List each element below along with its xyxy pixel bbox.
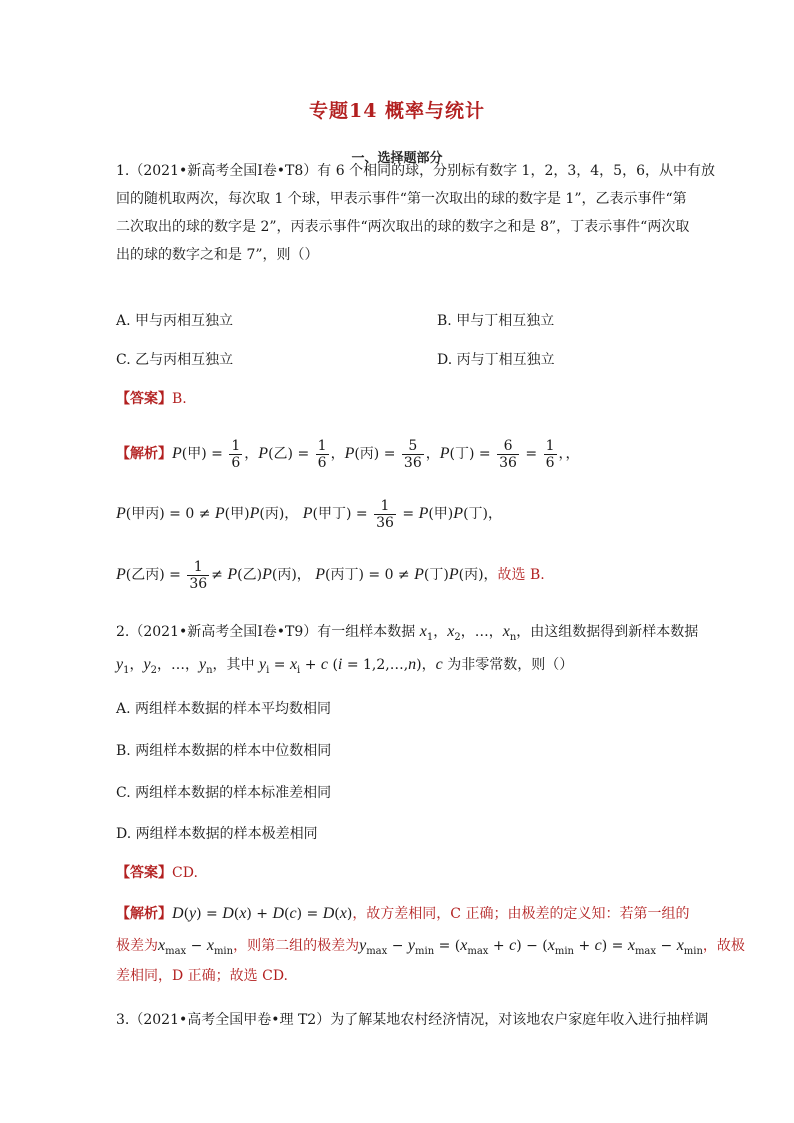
q1-option-d: D. 丙与丁相互独立 xyxy=(437,352,555,368)
q3-line-1: 3.（2021•高考全国甲卷•理 T2）为了解某地农村经济情况，对该地农户家庭年收入进行抽样调 xyxy=(116,1012,709,1028)
q2-option-b: B. 两组样本数据的样本中位数相同 xyxy=(116,743,332,759)
q2-option-c: C. 两组样本数据的样本标准差相同 xyxy=(116,785,332,801)
q1-analysis-line-2: P(甲丙) = 0 ≠ P(甲)P(丙)， P(甲丁) = $\frac{1}{36}$ = P(甲)P(丁)， xyxy=(116,497,502,531)
answer-tag: 【答案】 xyxy=(116,391,172,407)
q1-analysis-line-3: P(乙丙) = $\frac{1}{36}$ ≠ P(乙)P(丙)， P(丙丁) = 0 ≠ P(丁)P(丙)，故选 B. xyxy=(116,558,545,592)
q1-analysis-line-1: 【解析】P(甲) = $\frac{1}{6}$ ，P(乙) = $\frac{1}{6}$ ，P(丙) = $\frac{5}{36}$ ，P(丁) = $\frac{6}{36}$ = $\frac{1}{6}$ ，， xyxy=(116,437,580,471)
q1-conclusion: 故选 B. xyxy=(497,567,545,583)
q2-option-a: A. 两组样本数据的样本平均数相同 xyxy=(116,701,332,717)
q1-line-4: 出的球的数字之和是 7”，则（） xyxy=(116,247,319,263)
q1-option-b: B. 甲与丁相互独立 xyxy=(437,313,555,329)
page-title: 专题14 概率与统计 xyxy=(308,100,486,122)
q2-line-2: $y_1$，$y_2$，…，$y_n$，其中 $y_i = x_i + c$ (i = 1,2,…,n)，c 为非零常数，则（） xyxy=(116,656,574,676)
q1-answer xyxy=(116,389,686,409)
q1-line-3: 二次取出的球的数字是 2”，丙表示事件“两次取出的球的数字之和是 8”，丁表示事件“两次取 xyxy=(116,219,690,235)
q2-answer: 【答案】CD. xyxy=(116,865,198,881)
q1-option-a: A. 甲与丙相互独立 xyxy=(116,313,234,329)
q2-analysis-line-1: 【解析】D(y) = D(x) + D(c) = D(x)，故方差相同，C 正确；由极差的定义知：若第一组的 xyxy=(116,905,690,922)
answer-value: B. xyxy=(172,391,187,407)
q2-analysis-line-3: 差相同，D 正确；故选 CD. xyxy=(116,968,289,984)
analysis-tag: 【解析】 xyxy=(116,446,172,462)
q2-line-1: 2.（2021•新高考全国Ⅰ卷•T9）有一组样本数据 $x_1$，$x_2$，…，$x_n$，由这组数据得到新样本数据 xyxy=(116,623,699,643)
q2-option-d: D. 两组样本数据的样本极差相同 xyxy=(116,826,318,842)
q1-line-2: 回的随机取两次，每次取 1 个球，甲表示事件“第一次取出的球的数字是 1”，乙表示事件“第 xyxy=(116,191,687,207)
q2-analysis-line-2: 极差为$x_{max} - x_{min}$，则第二组的极差为$y_{max} - y_{min} = (x_{max} + c) - (x_{min} + c) = x_{max} - x_{min}$，故极 xyxy=(116,937,745,957)
section-heading: 一、选择题部分 xyxy=(351,151,443,166)
q1-option-c: C. 乙与丙相互独立 xyxy=(116,352,234,368)
q1-line-1: 1.（2021•新高考全国Ⅰ卷•T8）有 6 个相同的球，分别标有数字 1，2，3，4，5，6，从中有放 xyxy=(116,163,715,179)
